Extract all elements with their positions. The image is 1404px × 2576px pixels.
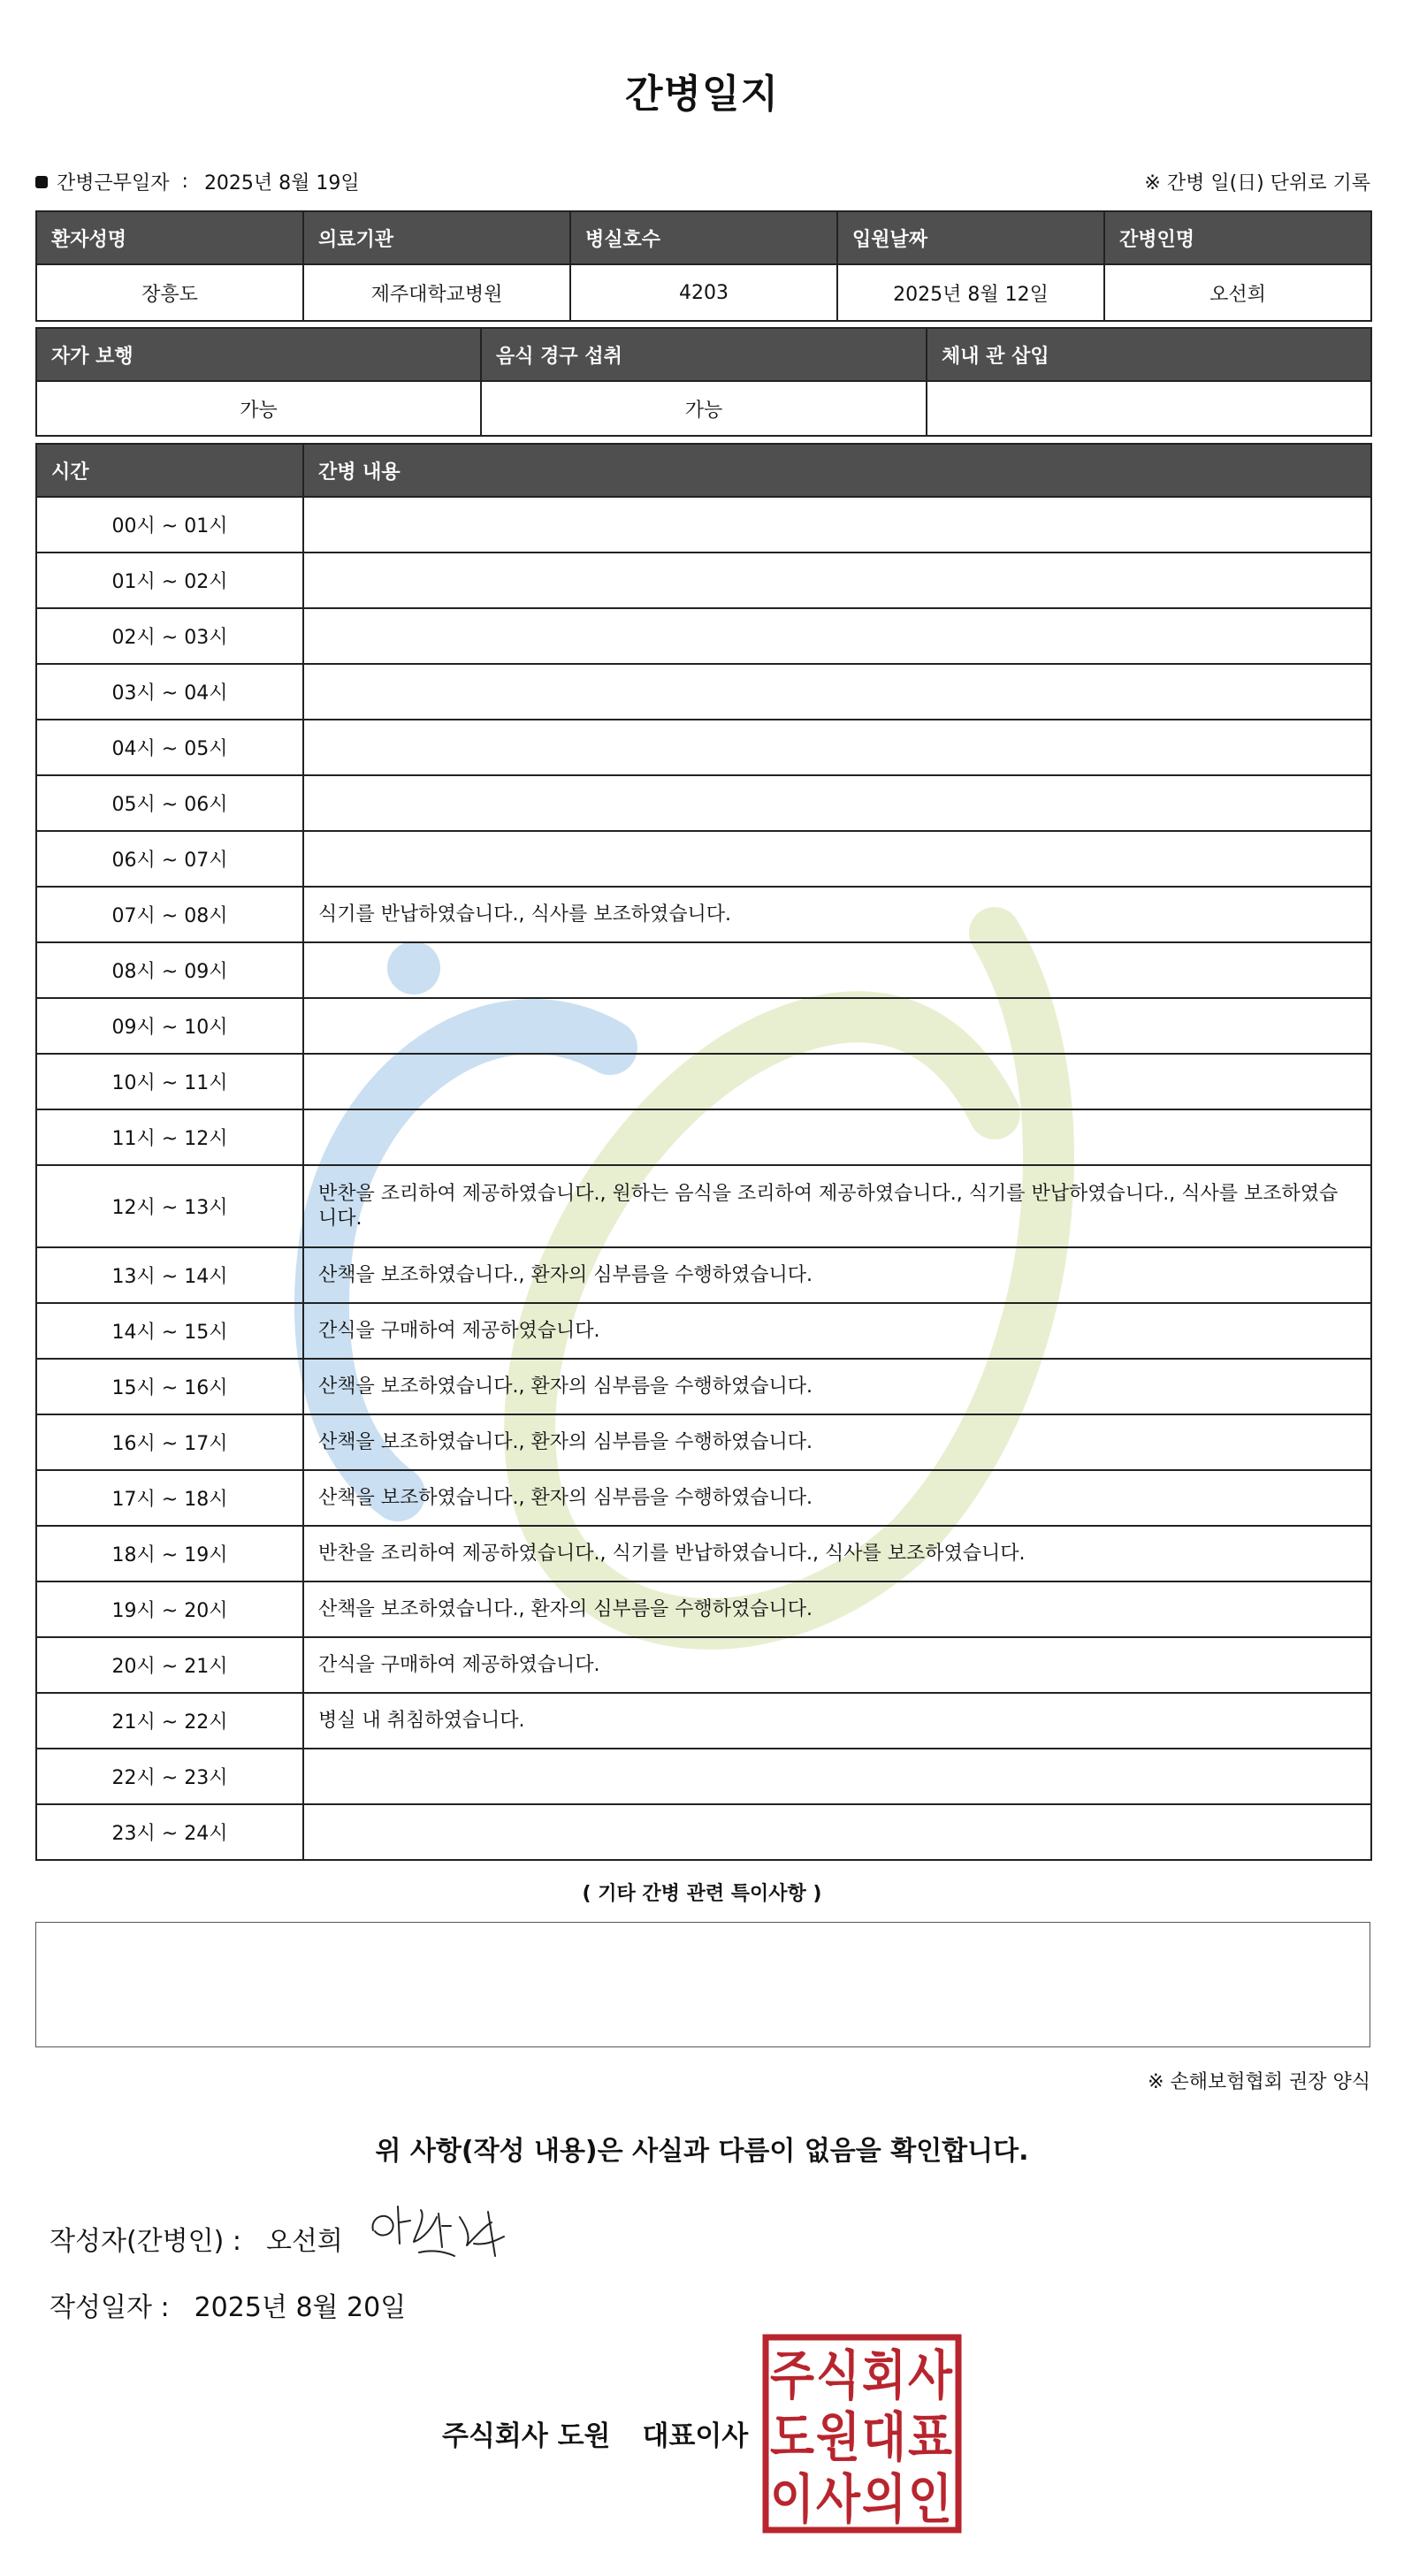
log-content-cell: 병실 내 취침하였습니다. [303, 1693, 1371, 1749]
seal-glyph: 대 [862, 2407, 906, 2469]
log-content-cell: 산책을 보조하였습니다., 환자의 심부름을 수행하였습니다. [303, 1414, 1371, 1470]
log-row [36, 1054, 1371, 1109]
log-row [36, 1804, 1371, 1860]
log-time-cell: 19시 ~ 20시 [36, 1581, 303, 1637]
seal-glyph: 이 [770, 2469, 814, 2531]
log-row [36, 1303, 1371, 1359]
log-content-cell [303, 998, 1371, 1054]
log-content-cell: 반찬을 조리하여 제공하였습니다., 원하는 음식을 조리하여 제공하였습니다., 식기를 반납하였습니다., 식사를 보조하였습니다. [303, 1165, 1371, 1247]
work-date-separator: : [181, 171, 188, 193]
log-time-cell: 10시 ~ 11시 [36, 1054, 303, 1109]
log-row [36, 1637, 1371, 1693]
log-content-cell [303, 831, 1371, 887]
seal-glyph: 의 [862, 2469, 906, 2531]
log-content-cell [303, 720, 1371, 775]
room-number: 4203 [570, 264, 837, 321]
log-time-cell: 16시 ~ 17시 [36, 1414, 303, 1470]
log-content-cell: 간식을 구매하여 제공하였습니다. [303, 1303, 1371, 1359]
seal-glyph: 사 [908, 2345, 953, 2407]
patient-info-value-row [36, 264, 1371, 321]
header-room-number: 병실호수 [570, 211, 837, 264]
log-content-cell: 산책을 보조하였습니다., 환자의 심부름을 수행하였습니다. [303, 1581, 1371, 1637]
caregiver-name: 오선희 [1104, 264, 1371, 321]
log-time-cell: 18시 ~ 19시 [36, 1526, 303, 1581]
log-row [36, 497, 1371, 553]
work-date-label: 간병근무일자 [57, 172, 170, 194]
header-care-content: 간병 내용 [303, 444, 1371, 497]
log-content-cell [303, 1054, 1371, 1109]
log-row [36, 1247, 1371, 1303]
log-content-cell [303, 1749, 1371, 1804]
header-oral-intake: 음식 경구 섭취 [481, 328, 927, 381]
log-row [36, 720, 1371, 775]
log-time-cell: 03시 ~ 04시 [36, 664, 303, 720]
log-time-cell: 14시 ~ 15시 [36, 1303, 303, 1359]
log-time-cell: 12시 ~ 13시 [36, 1165, 303, 1247]
header-tube-insertion: 체내 관 삽입 [927, 328, 1371, 381]
log-content-cell: 산책을 보조하였습니다., 환자의 심부름을 수행하였습니다. [303, 1247, 1371, 1303]
written-date-label: 작성일자 : [50, 2292, 170, 2323]
log-row [36, 1581, 1371, 1637]
work-date-row [35, 168, 360, 195]
header-admission-date: 입원날짜 [837, 211, 1104, 264]
patient-status-table [35, 327, 1372, 437]
patient-name: 장흥도 [36, 264, 303, 321]
log-time-cell: 20시 ~ 21시 [36, 1637, 303, 1693]
oral-intake-value: 가능 [481, 381, 927, 436]
seal-glyph: 인 [908, 2469, 952, 2531]
header-caregiver-name: 간병인명 [1104, 211, 1371, 264]
patient-info-table [35, 210, 1372, 322]
writer-row [50, 2219, 343, 2258]
log-time-cell: 23시 ~ 24시 [36, 1804, 303, 1860]
seal-glyph: 표 [908, 2407, 953, 2469]
written-date-row [50, 2285, 406, 2324]
admission-date: 2025년 8월 12일 [837, 264, 1104, 321]
log-row [36, 1470, 1371, 1526]
writer-name: 오선희 [265, 2226, 343, 2257]
unit-note: ※ 간병 일(日) 단위로 기록 [1144, 172, 1370, 194]
log-row [36, 1749, 1371, 1804]
confirmation-statement: 위 사항(작성 내용)은 사실과 다름이 없음을 확인합니다. [375, 2136, 1029, 2167]
self-walking-value: 가능 [36, 381, 481, 436]
log-body [36, 497, 1371, 1860]
log-time-cell: 06시 ~ 07시 [36, 831, 303, 887]
log-row [36, 831, 1371, 887]
document-title: 간병일지 [624, 72, 779, 117]
log-content-cell: 산책을 보조하였습니다., 환자의 심부름을 수행하였습니다. [303, 1470, 1371, 1526]
header-self-walking: 자가 보행 [36, 328, 481, 381]
log-time-cell: 13시 ~ 14시 [36, 1247, 303, 1303]
handwritten-signature [362, 2191, 530, 2275]
log-content-cell [303, 942, 1371, 998]
ceo-title: 대표이사 [642, 2420, 749, 2452]
patient-status-header-row [36, 328, 1371, 381]
header-time: 시간 [36, 444, 303, 497]
log-row [36, 553, 1371, 608]
seal-glyph: 사 [816, 2469, 861, 2531]
log-time-cell: 00시 ~ 01시 [36, 497, 303, 553]
log-row [36, 998, 1371, 1054]
log-time-cell: 15시 ~ 16시 [36, 1359, 303, 1414]
log-time-cell: 07시 ~ 08시 [36, 887, 303, 942]
log-content-cell [303, 664, 1371, 720]
tube-insertion-value [927, 381, 1371, 436]
log-content-cell [303, 497, 1371, 553]
log-content-cell [303, 775, 1371, 831]
log-row [36, 887, 1371, 942]
log-time-cell: 01시 ~ 02시 [36, 553, 303, 608]
patient-info-header-row [36, 211, 1371, 264]
recommend-note: ※ 손해보험협회 권장 양식 [1148, 2071, 1370, 2093]
log-time-cell: 08시 ~ 09시 [36, 942, 303, 998]
log-content-cell [303, 1109, 1371, 1165]
log-content-cell [303, 1804, 1371, 1860]
header-patient-name: 환자성명 [36, 211, 303, 264]
log-time-cell: 04시 ~ 05시 [36, 720, 303, 775]
square-bullet-icon [35, 176, 48, 188]
log-time-cell: 11시 ~ 12시 [36, 1109, 303, 1165]
log-content-cell [303, 608, 1371, 664]
seal-glyph: 식 [816, 2345, 860, 2407]
remarks-label: ( 기타 간병 관련 특이사항 ) [582, 1883, 822, 1905]
log-content-cell: 산책을 보조하였습니다., 환자의 심부름을 수행하였습니다. [303, 1359, 1371, 1414]
log-time-cell: 17시 ~ 18시 [36, 1470, 303, 1526]
patient-status-value-row [36, 381, 1371, 436]
log-row [36, 608, 1371, 664]
seal-glyph: 도 [770, 2407, 815, 2469]
log-time-cell: 21시 ~ 22시 [36, 1693, 303, 1749]
log-row [36, 1414, 1371, 1470]
log-row [36, 664, 1371, 720]
log-row [36, 1359, 1371, 1414]
log-row [36, 942, 1371, 998]
log-time-cell: 02시 ~ 03시 [36, 608, 303, 664]
seal-glyph: 회 [862, 2345, 906, 2407]
log-row [36, 775, 1371, 831]
hourly-care-log-table [35, 443, 1372, 1861]
log-time-cell: 22시 ~ 23시 [36, 1749, 303, 1804]
header-hospital: 의료기관 [303, 211, 570, 264]
seal-glyph: 주 [770, 2345, 815, 2407]
log-time-cell: 05시 ~ 06시 [36, 775, 303, 831]
remarks-box [35, 1922, 1370, 2047]
hospital-name: 제주대학교병원 [303, 264, 570, 321]
written-date-value: 2025년 8월 20일 [194, 2292, 407, 2323]
log-content-cell: 반찬을 조리하여 제공하였습니다., 식기를 반납하였습니다., 식사를 보조하였습니다. [303, 1526, 1371, 1581]
log-content-cell: 식기를 반납하였습니다., 식사를 보조하였습니다. [303, 887, 1371, 942]
company-seal-stamp [762, 2334, 962, 2534]
log-row [36, 1693, 1371, 1749]
log-row [36, 1526, 1371, 1581]
log-content-cell [303, 553, 1371, 608]
writer-label: 작성자(간병인) : [50, 2226, 241, 2257]
seal-glyph: 원 [816, 2407, 860, 2469]
log-header-row [36, 444, 1371, 497]
log-content-cell: 간식을 구매하여 제공하였습니다. [303, 1637, 1371, 1693]
log-row [36, 1165, 1371, 1247]
work-date-value: 2025년 8월 19일 [203, 172, 360, 194]
company-name: 주식회사 도원 [442, 2420, 611, 2452]
log-row [36, 1109, 1371, 1165]
company-row [442, 2413, 748, 2453]
log-time-cell: 09시 ~ 10시 [36, 998, 303, 1054]
